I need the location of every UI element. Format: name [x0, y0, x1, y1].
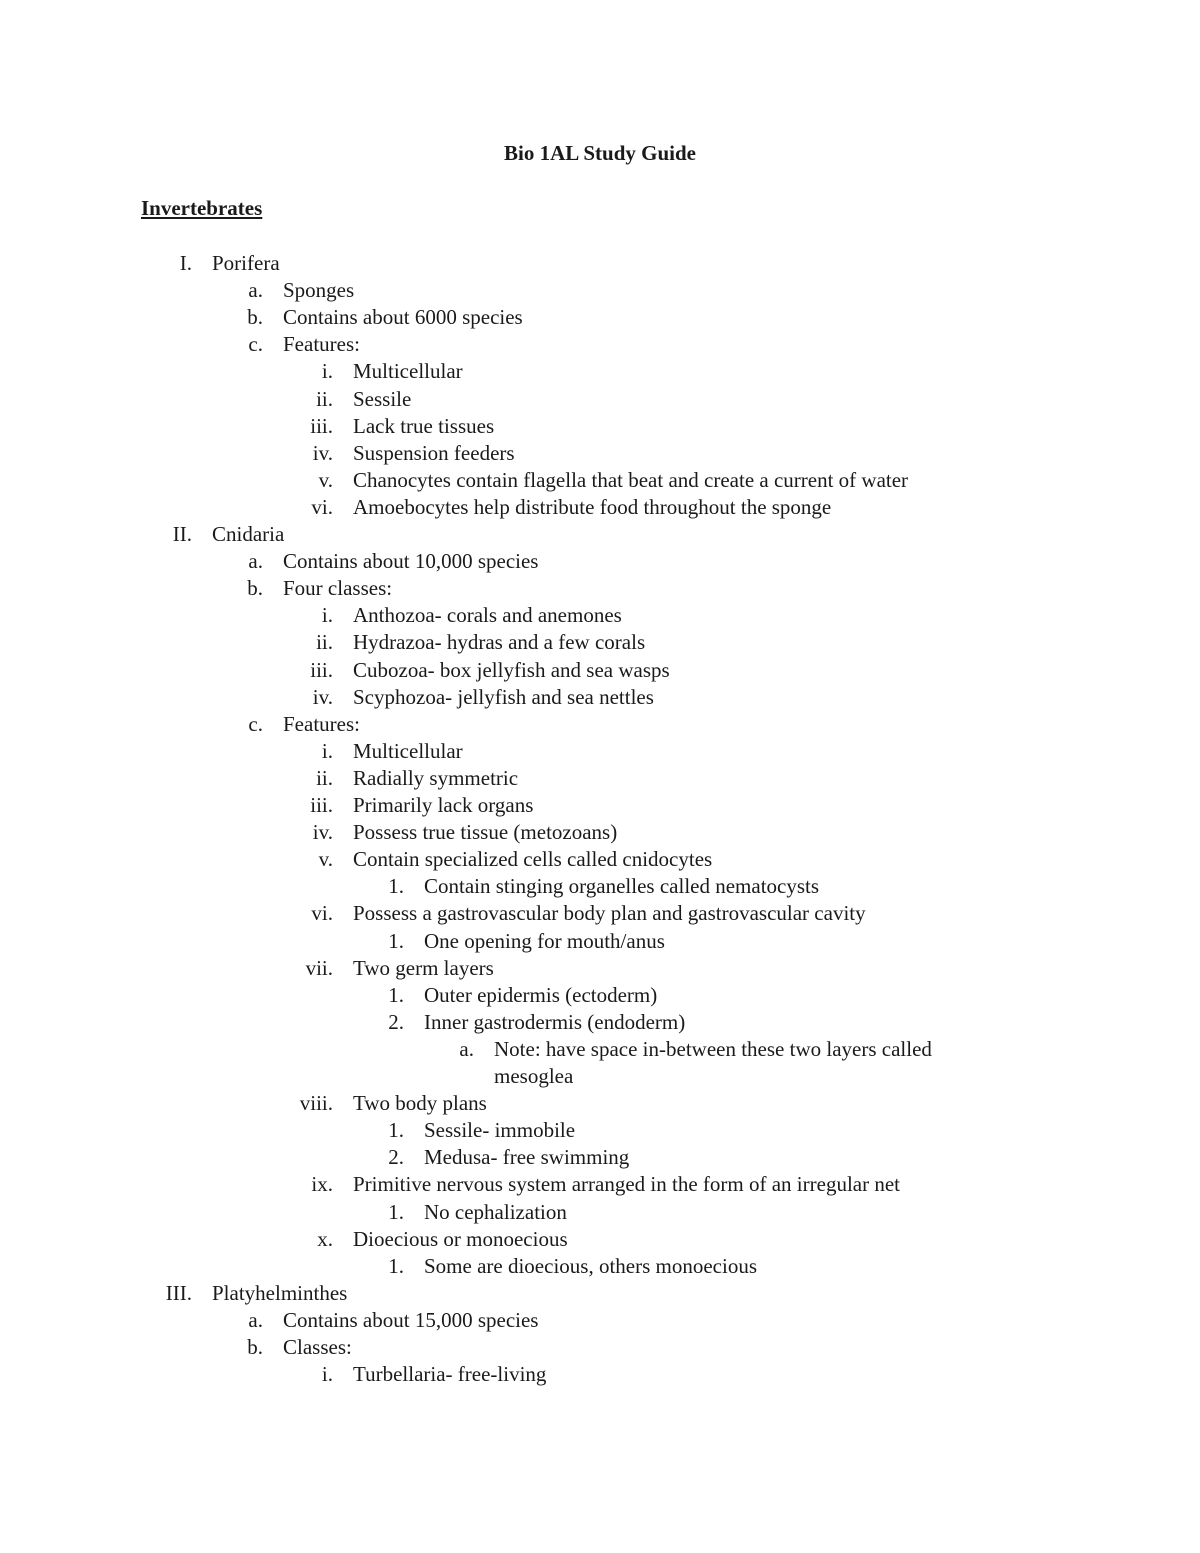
outline-text: Cnidaria — [212, 522, 285, 546]
outline-text: Turbellaria- free-living — [353, 1362, 547, 1387]
outline-item-level-2 — [0, 1226, 1200, 1253]
outline-item-level-0 — [0, 250, 1200, 277]
outline-item-level-2 — [0, 657, 1200, 684]
outline-item-level-2 — [0, 684, 1200, 711]
outline-marker: viii. — [299, 1091, 333, 1116]
outline-marker: a. — [248, 549, 263, 574]
outline-marker: i. — [321, 738, 333, 763]
outline-item-level-1 — [0, 1334, 1200, 1361]
section-heading: Invertebrates — [141, 196, 263, 220]
outline-text: One opening for mouth/anus — [424, 928, 665, 953]
outline-text: Suspension feeders — [353, 440, 515, 465]
outline-item-level-2 — [0, 900, 1200, 927]
outline-marker: iii. — [310, 657, 333, 682]
outline-item-level-2 — [0, 1090, 1200, 1117]
outline-item-level-1 — [0, 331, 1200, 358]
outline-item-level-3 — [0, 982, 1200, 1009]
outline-text: Note: have space in-between these two layers called — [494, 1036, 932, 1061]
outline-text: Porifera — [212, 251, 280, 275]
outline-item-level-2 — [0, 792, 1200, 819]
outline-text: Radially symmetric — [353, 765, 519, 790]
outline-text: Dioecious or monoecious — [353, 1226, 568, 1251]
outline-marker: x. — [317, 1226, 333, 1251]
outline-marker: b. — [247, 305, 263, 330]
outline-text: Outer epidermis (ectoderm) — [424, 982, 658, 1007]
outline-marker: iv. — [312, 684, 333, 709]
outline-item-level-1 — [0, 1307, 1200, 1334]
outline-item-level-0 — [0, 1280, 1200, 1307]
outline-text: Sessile — [353, 386, 412, 411]
outline-item-level-2 — [0, 602, 1200, 629]
outline-text: Cubozoa- box jellyfish and sea wasps — [353, 657, 670, 682]
outline-item-level-3 — [0, 1199, 1200, 1226]
outline-text: Inner gastrodermis (endoderm) — [424, 1009, 686, 1034]
outline-item-level-3 — [0, 873, 1200, 900]
document-title: Bio 1AL Study Guide — [504, 141, 696, 165]
outline-marker: iv. — [312, 440, 333, 465]
outline-text: Lack true tissues — [353, 413, 495, 438]
outline-marker: 2. — [388, 1009, 404, 1034]
outline-text: Multicellular — [353, 359, 463, 384]
outline-marker: 1. — [388, 874, 404, 899]
outline-marker: v. — [318, 847, 333, 872]
outline-text: Contains about 10,000 species — [283, 549, 539, 574]
outline-text: Two germ layers — [353, 955, 494, 980]
outline-text: Scyphozoa- jellyfish and sea nettles — [353, 684, 654, 709]
outline-text: Medusa- free swimming — [424, 1145, 630, 1170]
outline-text: Contain stinging organelles called nematocysts — [424, 874, 820, 899]
outline-marker: 1. — [388, 1253, 404, 1278]
outline-text: Possess a gastrovascular body plan and gastrovascular cavity — [353, 901, 866, 926]
outline-item-level-3 — [0, 1144, 1200, 1171]
outline-marker: II. — [172, 522, 192, 546]
outline-text: Hydrazoa- hydras and a few corals — [353, 630, 646, 655]
outline-text: Amoebocytes help distribute food throughout the sponge — [353, 494, 832, 519]
outline-marker: vi. — [311, 901, 333, 926]
outline-marker: 2. — [388, 1145, 404, 1170]
outline-item-level-2 — [0, 467, 1200, 494]
outline-item-level-2 — [0, 738, 1200, 765]
outline-text: Possess true tissue (metozoans) — [353, 820, 618, 845]
outline-item-level-2 — [0, 494, 1200, 521]
outline-marker: c. — [248, 332, 263, 357]
outline-marker: vi. — [311, 494, 333, 519]
outline-marker: a. — [459, 1036, 474, 1061]
outline-marker: ii. — [316, 630, 333, 655]
outline-item-level-2 — [0, 440, 1200, 467]
outline-item-level-4 — [0, 1063, 1200, 1090]
outline-marker: I. — [179, 251, 192, 275]
outline-item-level-1 — [0, 575, 1200, 602]
outline-item-level-2 — [0, 955, 1200, 982]
outline-marker: III. — [165, 1280, 192, 1305]
outline-text: Some are dioecious, others monoecious — [424, 1253, 758, 1278]
outline-item-level-2 — [0, 765, 1200, 792]
outline-marker: v. — [318, 467, 333, 492]
outline-item-level-2 — [0, 1171, 1200, 1198]
outline-marker: a. — [248, 278, 263, 303]
outline-item-level-2 — [0, 629, 1200, 656]
outline-item-level-3 — [0, 928, 1200, 955]
outline-item-level-3 — [0, 1253, 1200, 1280]
outline-text: mesoglea — [494, 1064, 574, 1088]
outline-marker: b. — [247, 576, 263, 601]
outline-marker: 1. — [388, 1118, 404, 1143]
outline-marker: vii. — [305, 955, 333, 980]
outline-marker: ix. — [311, 1172, 333, 1197]
outline-item-level-3 — [0, 1117, 1200, 1144]
outline-marker: iii. — [310, 793, 333, 817]
outline-text: Two body plans — [353, 1091, 487, 1116]
outline-marker: ii. — [316, 765, 333, 790]
outline-item-level-2 — [0, 358, 1200, 385]
outline-text: Four classes: — [283, 576, 393, 601]
outline-text: Features: — [283, 332, 360, 357]
outline-text: Sponges — [283, 278, 355, 303]
outline-marker: c. — [248, 711, 263, 736]
outline-marker: i. — [321, 359, 333, 384]
outline-text: Chanocytes contain flagella that beat and create a current of water — [353, 467, 909, 492]
outline-text: Classes: — [283, 1335, 352, 1359]
outline-text: Sessile- immobile — [424, 1118, 576, 1143]
outline-text: Features: — [283, 711, 360, 736]
outline-item-level-2 — [0, 413, 1200, 440]
outline-marker: iii. — [310, 413, 333, 438]
outline-text: Primitive nervous system arranged in the form of an irregular net — [353, 1172, 901, 1197]
outline-text: Platyhelminthes — [212, 1280, 348, 1305]
outline-marker: ii. — [316, 386, 333, 411]
outline-text: Contains about 15,000 species — [283, 1307, 539, 1332]
outline-item-level-1 — [0, 277, 1200, 304]
outline-marker: i. — [321, 603, 333, 628]
outline-marker: a. — [248, 1307, 263, 1332]
outline-marker: 1. — [388, 1199, 404, 1224]
outline-text: Primarily lack organs — [353, 793, 534, 817]
outline-marker: 1. — [388, 928, 404, 953]
outline-text: No cephalization — [424, 1199, 567, 1224]
outline-item-level-2 — [0, 846, 1200, 873]
outline-item-level-3 — [0, 1009, 1200, 1036]
outline-item-level-1 — [0, 711, 1200, 738]
outline-item-level-4 — [0, 1036, 1200, 1063]
outline-item-level-1 — [0, 548, 1200, 575]
outline-marker: 1. — [388, 982, 404, 1007]
outline-item-level-2 — [0, 819, 1200, 846]
outline-item-level-2 — [0, 386, 1200, 413]
outline-marker: b. — [247, 1335, 263, 1359]
outline-text: Anthozoa- corals and anemones — [353, 603, 622, 628]
outline-item-level-1 — [0, 304, 1200, 331]
outline-text: Multicellular — [353, 738, 463, 763]
outline-item-level-0 — [0, 521, 1200, 548]
outline-text: Contains about 6000 species — [283, 305, 523, 330]
outline-item-level-2 — [0, 1361, 1200, 1388]
outline-text: Contain specialized cells called cnidocytes — [353, 847, 713, 872]
outline-marker: i. — [321, 1362, 333, 1387]
outline-marker: iv. — [312, 820, 333, 845]
